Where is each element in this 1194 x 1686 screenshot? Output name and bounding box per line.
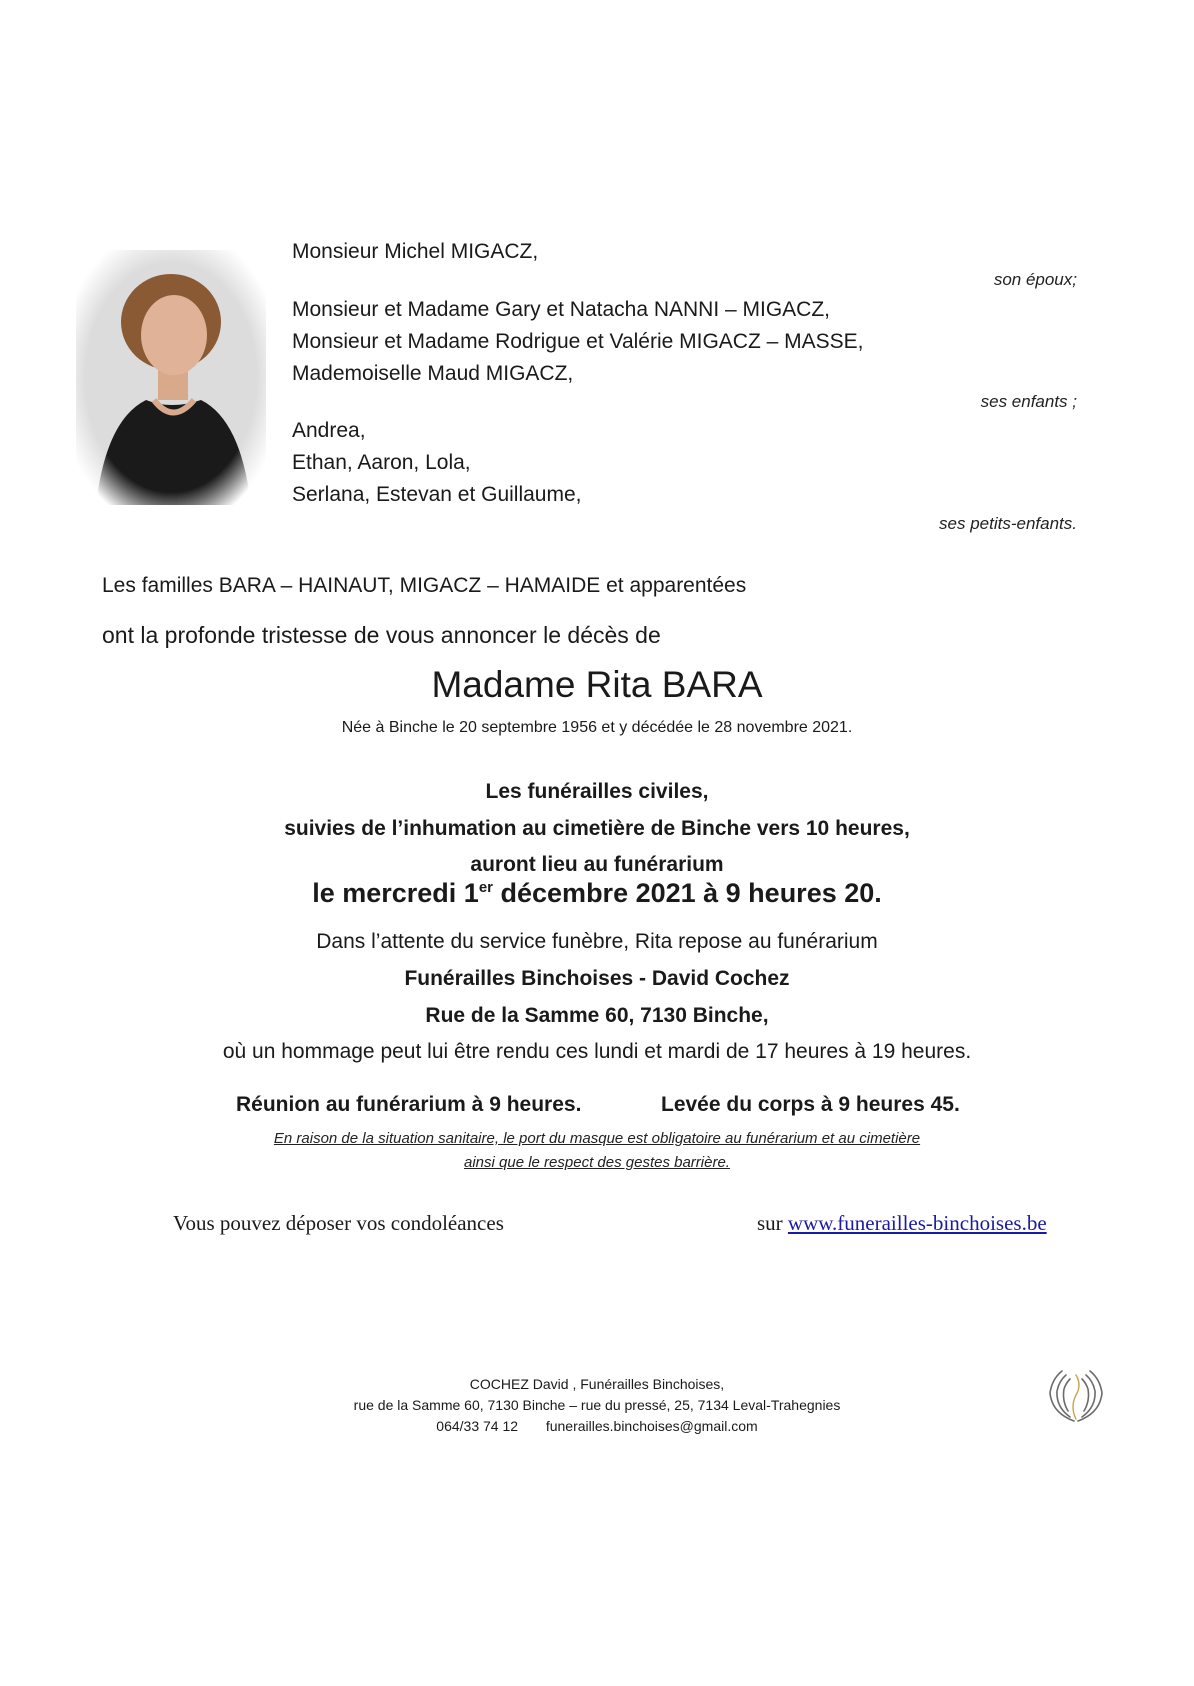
footer-line-1: COCHEZ David , Funérailles Binchoises, [469, 1376, 725, 1392]
grandchildren-list [292, 415, 582, 511]
funeral-line-1: Les funérailles civiles, [485, 780, 709, 803]
grandchild-line: Ethan, Aaron, Lola, [292, 451, 471, 474]
footer-contact [0, 1416, 1194, 1437]
funeral-home-address: Rue de la Samme 60, 7130 Binche, [425, 1004, 769, 1027]
condolences-prefix: sur [757, 1211, 783, 1235]
children-list [292, 294, 864, 390]
condolences-text: Vous pouvez déposer vos condoléances [173, 1211, 504, 1235]
deceased-name: Madame Rita BARA [431, 664, 763, 705]
date-sup: er [478, 879, 494, 896]
funeral-home-name: Funérailles Binchoises - David Cochez [404, 967, 790, 990]
grandchildren-role: ses petits-enfants. [939, 514, 1077, 533]
portrait-photo [76, 250, 266, 505]
funeral-line-3: auront lieu au funérarium [470, 853, 724, 876]
homage-line: où un hommage peut lui être rendu ces lundi et mardi de 17 heures à 19 heures. [222, 1040, 972, 1063]
wings-logo-icon [1040, 1361, 1112, 1429]
footer-phone: 064/33 74 12 [436, 1418, 519, 1434]
meeting-line: Réunion au funérarium à 9 heures. [236, 1093, 582, 1116]
spouse-role: son époux; [993, 270, 1077, 289]
sanitary-notice-2: ainsi que le respect des gestes barrière. [464, 1154, 730, 1171]
footer-line-2: rue de la Samme 60, 7130 Binche – rue du pressé, 25, 7134 Leval-Trahegnies [353, 1397, 841, 1413]
footer-email: funerailles.binchoises@gmail.com [545, 1418, 758, 1434]
condolences-link-line [757, 1211, 1047, 1236]
date-suffix: décembre 2021 à 9 heures 20. [493, 878, 882, 908]
date-prefix: le mercredi 1 [312, 878, 479, 908]
rest-line: Dans l’attente du service funèbre, Rita repose au funérarium [316, 930, 878, 953]
child-line: Mademoiselle Maud MIGACZ, [292, 362, 574, 385]
children-role: ses enfants ; [980, 392, 1077, 411]
funeral-line-2: suivies de l’inhumation au cimetière de Binche vers 10 heures, [284, 817, 910, 840]
condolences-link[interactable]: www.funerailles-binchoises.be [787, 1211, 1047, 1235]
families-line: Les familles BARA – HAINAUT, MIGACZ – HAMAIDE et apparentées [102, 574, 747, 597]
birth-death-line: Née à Binche le 20 septembre 1956 et y décédée le 28 novembre 2021. [341, 719, 853, 736]
sanitary-notice-1: En raison de la situation sanitaire, le port du masque est obligatoire au funérarium et au cimetière [273, 1130, 921, 1147]
spouse-name: Monsieur Michel MIGACZ, [292, 240, 539, 263]
grandchild-line: Serlana, Estevan et Guillaume, [292, 483, 582, 506]
announcement-line: ont la profonde tristesse de vous annoncer le décès de [102, 622, 661, 648]
child-line: Monsieur et Madame Rodrigue et Valérie MIGACZ – MASSE, [292, 330, 864, 353]
child-line: Monsieur et Madame Gary et Natacha NANNI – MIGACZ, [292, 298, 831, 321]
funeral-date [0, 878, 1194, 909]
lift-line: Levée du corps à 9 heures 45. [661, 1093, 960, 1116]
grandchild-line: Andrea, [292, 419, 366, 442]
